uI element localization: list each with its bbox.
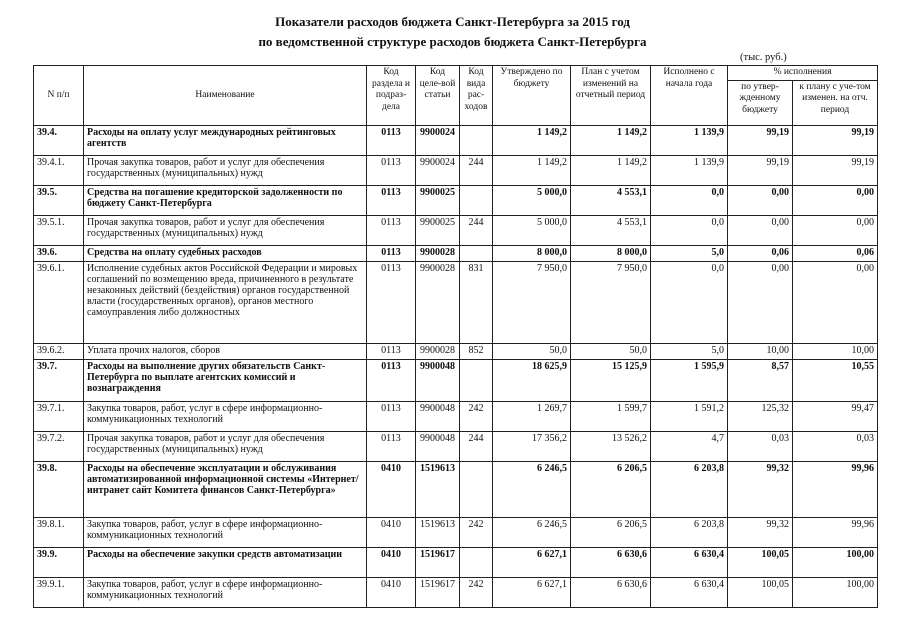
row-executed: 6 630,4 <box>651 578 728 608</box>
row-approved: 6 627,1 <box>493 548 571 578</box>
table-row <box>34 246 878 262</box>
row-plan: 6 630,6 <box>571 548 651 578</box>
row-approved: 1 269,7 <box>493 402 571 432</box>
header-percent-approved: по утвер-жденному бюджету <box>728 80 793 125</box>
row-section-code: 0113 <box>367 156 416 186</box>
row-target-code: 1519617 <box>416 548 460 578</box>
header-section-code: Код раздела и подраз-дела <box>367 66 416 126</box>
row-type-code: 244 <box>460 216 493 246</box>
row-target-code: 9900025 <box>416 186 460 216</box>
row-approved: 5 000,0 <box>493 186 571 216</box>
row-approved: 8 000,0 <box>493 246 571 262</box>
row-target-code: 1519617 <box>416 578 460 608</box>
row-percent-approved: 100,05 <box>728 548 793 578</box>
row-type-code: 852 <box>460 344 493 360</box>
row-approved: 1 149,2 <box>493 126 571 156</box>
row-number: 39.7.1. <box>34 402 84 432</box>
row-percent-plan: 0,06 <box>793 246 878 262</box>
row-target-code: 9900028 <box>416 262 460 344</box>
header-percent: % исполнения <box>728 66 878 81</box>
report-subtitle: по ведомственной структуре расходов бюджета Санкт-Петербурга <box>258 34 647 49</box>
row-name: Расходы на обеспечение эксплуатации и обслуживания автоматизированной информационной системы «Интернет/интранет сайт Комитета финансов Санкт-Петербурга» <box>84 462 367 518</box>
header-approved: Утверждено по бюджету <box>493 66 571 126</box>
header-executed: Исполнено с начала года <box>651 66 728 126</box>
row-plan: 13 526,2 <box>571 432 651 462</box>
row-section-code: 0113 <box>367 186 416 216</box>
row-target-code: 9900028 <box>416 246 460 262</box>
row-executed: 6 203,8 <box>651 518 728 548</box>
table-row <box>34 344 878 360</box>
row-plan: 1 149,2 <box>571 126 651 156</box>
row-section-code: 0113 <box>367 216 416 246</box>
row-target-code: 9900048 <box>416 402 460 432</box>
row-percent-approved: 8,57 <box>728 360 793 402</box>
header-target-code: Код целе-вой статьи <box>416 66 460 126</box>
row-target-code: 9900025 <box>416 216 460 246</box>
row-percent-plan: 10,55 <box>793 360 878 402</box>
header-name: Наименование <box>84 66 367 126</box>
row-number: 39.7.2. <box>34 432 84 462</box>
table-row <box>34 216 878 246</box>
row-percent-approved: 99,19 <box>728 126 793 156</box>
row-number: 39.6.2. <box>34 344 84 360</box>
row-section-code: 0410 <box>367 462 416 518</box>
row-percent-approved: 0,06 <box>728 246 793 262</box>
row-section-code: 0113 <box>367 360 416 402</box>
row-percent-approved: 0,00 <box>728 186 793 216</box>
table-row <box>34 262 878 344</box>
row-plan: 4 553,1 <box>571 186 651 216</box>
row-percent-approved: 0,00 <box>728 262 793 344</box>
row-target-code: 9900048 <box>416 432 460 462</box>
row-percent-plan: 99,96 <box>793 462 878 518</box>
header-num: N п/п <box>34 66 84 126</box>
table-row <box>34 360 878 402</box>
row-section-code: 0410 <box>367 548 416 578</box>
row-name: Закупка товаров, работ, услуг в сфере информационно-коммуникационных технологий <box>84 518 367 548</box>
row-number: 39.9.1. <box>34 578 84 608</box>
row-percent-plan: 0,00 <box>793 186 878 216</box>
row-executed: 0,0 <box>651 262 728 344</box>
row-number: 39.5.1. <box>34 216 84 246</box>
row-section-code: 0113 <box>367 432 416 462</box>
row-type-code <box>460 462 493 518</box>
row-name: Исполнение судебных актов Российской Федерации и мировых соглашений по возмещению вреда, причиненного в результате незаконных действий (бездействия) органов государственной власти (государственных органов), органов местного самоуправления либо должностных <box>84 262 367 344</box>
row-percent-approved: 99,32 <box>728 462 793 518</box>
row-executed: 5,0 <box>651 246 728 262</box>
row-approved: 7 950,0 <box>493 262 571 344</box>
row-executed: 4,7 <box>651 432 728 462</box>
row-plan: 6 630,6 <box>571 578 651 608</box>
row-number: 39.8.1. <box>34 518 84 548</box>
row-number: 39.4.1. <box>34 156 84 186</box>
row-percent-plan: 0,03 <box>793 432 878 462</box>
units-label: (тыс. руб.) <box>740 52 787 63</box>
row-type-code <box>460 548 493 578</box>
row-section-code: 0113 <box>367 246 416 262</box>
row-number: 39.6. <box>34 246 84 262</box>
row-approved: 6 246,5 <box>493 518 571 548</box>
row-target-code: 9900048 <box>416 360 460 402</box>
row-type-code: 242 <box>460 402 493 432</box>
table-body <box>34 126 878 608</box>
table-row <box>34 402 878 432</box>
row-plan: 4 553,1 <box>571 216 651 246</box>
table-row <box>34 462 878 518</box>
table-row <box>34 518 878 548</box>
row-name: Расходы на оплату услуг международных рейтинговых агентств <box>84 126 367 156</box>
row-percent-plan: 0,00 <box>793 262 878 344</box>
row-executed: 0,0 <box>651 186 728 216</box>
row-executed: 1 595,9 <box>651 360 728 402</box>
row-name: Средства на погашение кредиторской задолженности по бюджету Санкт-Петербурга <box>84 186 367 216</box>
header-percent-plan: к плану с уче-том изменен. на отч. период <box>793 80 878 125</box>
row-name: Уплата прочих налогов, сборов <box>84 344 367 360</box>
row-name: Прочая закупка товаров, работ и услуг для обеспечения государственных (муниципальных) нужд <box>84 156 367 186</box>
row-percent-plan: 0,00 <box>793 216 878 246</box>
row-percent-plan: 10,00 <box>793 344 878 360</box>
row-number: 39.8. <box>34 462 84 518</box>
table-row <box>34 548 878 578</box>
row-plan: 8 000,0 <box>571 246 651 262</box>
row-percent-approved: 10,00 <box>728 344 793 360</box>
row-type-code: 242 <box>460 578 493 608</box>
row-name: Расходы на обеспечение закупки средств автоматизации <box>84 548 367 578</box>
report-title: Показатели расходов бюджета Санкт-Петербурга за 2015 год <box>275 14 630 29</box>
row-type-code: 242 <box>460 518 493 548</box>
row-number: 39.6.1. <box>34 262 84 344</box>
row-percent-plan: 100,00 <box>793 548 878 578</box>
row-plan: 50,0 <box>571 344 651 360</box>
row-type-code <box>460 186 493 216</box>
row-number: 39.7. <box>34 360 84 402</box>
header-type-code: Код вида рас-ходов <box>460 66 493 126</box>
row-executed: 5,0 <box>651 344 728 360</box>
row-percent-approved: 125,32 <box>728 402 793 432</box>
row-section-code: 0113 <box>367 344 416 360</box>
row-approved: 50,0 <box>493 344 571 360</box>
row-type-code: 831 <box>460 262 493 344</box>
table-row <box>34 126 878 156</box>
row-type-code <box>460 360 493 402</box>
row-percent-approved: 99,19 <box>728 156 793 186</box>
table-row <box>34 432 878 462</box>
row-type-code: 244 <box>460 156 493 186</box>
row-executed: 1 139,9 <box>651 156 728 186</box>
row-name: Средства на оплату судебных расходов <box>84 246 367 262</box>
row-percent-approved: 100,05 <box>728 578 793 608</box>
row-approved: 17 356,2 <box>493 432 571 462</box>
row-type-code <box>460 246 493 262</box>
row-plan: 15 125,9 <box>571 360 651 402</box>
row-percent-plan: 99,19 <box>793 126 878 156</box>
row-section-code: 0410 <box>367 578 416 608</box>
row-plan: 6 206,5 <box>571 518 651 548</box>
row-type-code <box>460 126 493 156</box>
row-section-code: 0113 <box>367 402 416 432</box>
row-name: Расходы на выполнение других обязательств Санкт-Петербурга по выплате агентских комиссий и вознаграждения <box>84 360 367 402</box>
row-section-code: 0410 <box>367 518 416 548</box>
row-section-code: 0113 <box>367 262 416 344</box>
row-approved: 1 149,2 <box>493 156 571 186</box>
row-target-code: 1519613 <box>416 518 460 548</box>
row-plan: 1 149,2 <box>571 156 651 186</box>
row-name: Закупка товаров, работ, услуг в сфере информационно-коммуникационных технологий <box>84 402 367 432</box>
header-plan: План с учетом изменений на отчетный период <box>571 66 651 126</box>
table-row <box>34 186 878 216</box>
row-target-code: 9900024 <box>416 156 460 186</box>
row-type-code: 244 <box>460 432 493 462</box>
row-percent-approved: 0,03 <box>728 432 793 462</box>
row-percent-plan: 99,96 <box>793 518 878 548</box>
row-number: 39.4. <box>34 126 84 156</box>
row-plan: 6 206,5 <box>571 462 651 518</box>
row-target-code: 1519613 <box>416 462 460 518</box>
table-row <box>34 578 878 608</box>
row-approved: 6 246,5 <box>493 462 571 518</box>
expenditure-table <box>33 65 878 608</box>
row-percent-plan: 99,47 <box>793 402 878 432</box>
row-approved: 18 625,9 <box>493 360 571 402</box>
row-executed: 0,0 <box>651 216 728 246</box>
row-name: Прочая закупка товаров, работ и услуг для обеспечения государственных (муниципальных) нужд <box>84 432 367 462</box>
row-target-code: 9900028 <box>416 344 460 360</box>
table-row <box>34 156 878 186</box>
row-percent-approved: 0,00 <box>728 216 793 246</box>
row-plan: 7 950,0 <box>571 262 651 344</box>
table-header <box>34 66 878 126</box>
row-section-code: 0113 <box>367 126 416 156</box>
row-percent-plan: 100,00 <box>793 578 878 608</box>
row-number: 39.5. <box>34 186 84 216</box>
row-target-code: 9900024 <box>416 126 460 156</box>
row-executed: 6 630,4 <box>651 548 728 578</box>
row-name: Закупка товаров, работ, услуг в сфере информационно-коммуникационных технологий <box>84 578 367 608</box>
row-approved: 6 627,1 <box>493 578 571 608</box>
row-number: 39.9. <box>34 548 84 578</box>
row-executed: 1 591,2 <box>651 402 728 432</box>
row-percent-plan: 99,19 <box>793 156 878 186</box>
row-executed: 6 203,8 <box>651 462 728 518</box>
row-approved: 5 000,0 <box>493 216 571 246</box>
row-name: Прочая закупка товаров, работ и услуг для обеспечения государственных (муниципальных) нужд <box>84 216 367 246</box>
row-plan: 1 599,7 <box>571 402 651 432</box>
row-percent-approved: 99,32 <box>728 518 793 548</box>
row-executed: 1 139,9 <box>651 126 728 156</box>
